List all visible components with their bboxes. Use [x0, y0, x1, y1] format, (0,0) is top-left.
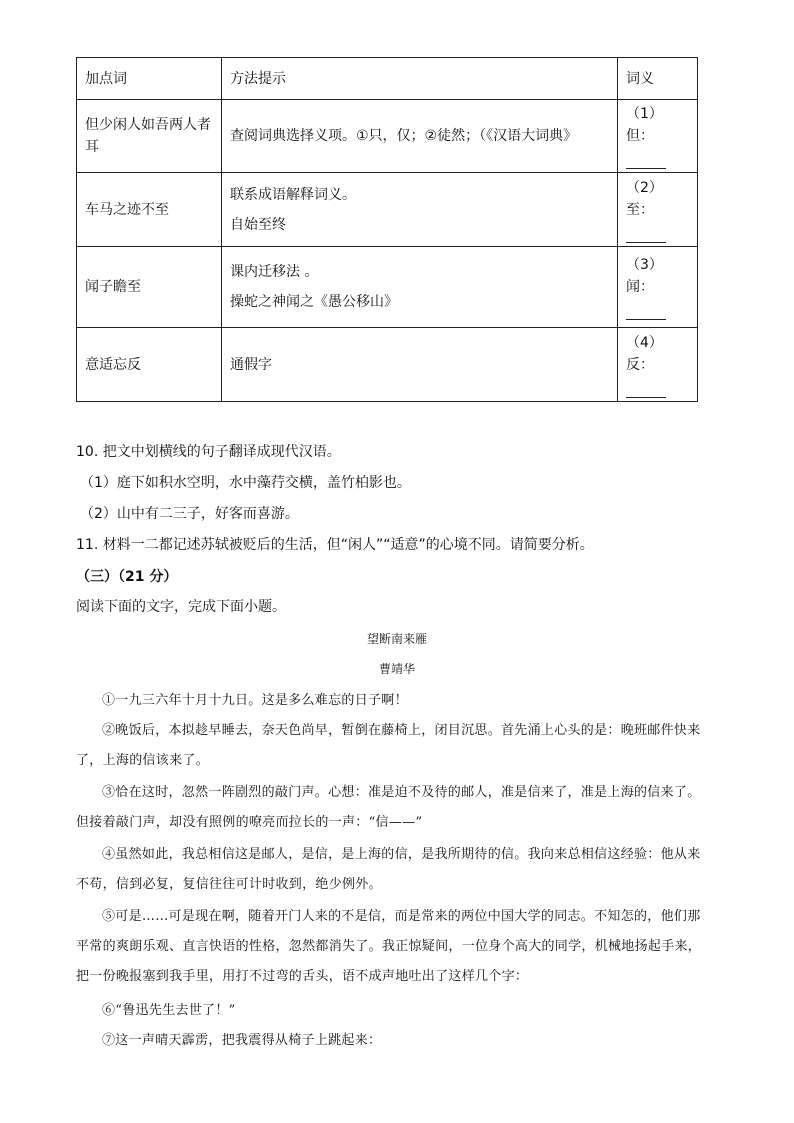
row-word: 但少闲人如吾两人者耳 [77, 100, 222, 173]
section-heading: （三）（21 分） [76, 569, 178, 585]
article-paragraph: ③恰在这时，忽然一阵剧烈的敲门声。心想：准是迫不及待的邮人，准是信来了，准是上海的信来了。但接着敲门声，却没有照例的嘹亮而拉长的一声：“信——” [76, 785, 701, 830]
question-10: 10. 把文中划横线的句子翻译成现代汉语。 [76, 444, 341, 460]
hint-line: 课内迁移法 。 [230, 264, 319, 280]
hint-line: 通假字 [230, 356, 272, 373]
reading-instruction: 阅读下面的文字，完成下面小题。 [76, 599, 286, 615]
meaning-label: （1）但： [626, 106, 663, 144]
question-11: 11. 材料一二都记述苏轼被贬后的生活，但“闲人”“适意”的心境不同。请简要分析。 [76, 537, 594, 553]
row-word: 意适忘反 [77, 328, 222, 402]
header-hint: 方法提示 [222, 58, 618, 100]
answer-blank [626, 154, 666, 169]
meaning-label: （4）反： [626, 334, 663, 373]
header-meaning: 词义 [618, 58, 698, 100]
row-meaning [618, 247, 698, 328]
row-hint [222, 328, 618, 402]
question-10-1: （1）庭下如积水空明，水中藻荇交横，盖竹柏影也。 [80, 475, 411, 491]
header-word: 加点词 [77, 58, 222, 100]
row-meaning [618, 100, 698, 173]
hint-line: 操蛇之神闻之《愚公移山》 [230, 294, 398, 310]
article-paragraph: ⑥“鲁迅先生去世了！” [102, 1003, 236, 1018]
table-header-row [77, 58, 698, 100]
article-paragraph: ②晚饭后，本拟趁早睡去，奈天色尚早，暂倒在藤椅上，闭目沉思。首先涌上心头的是：晚班邮件快来了，上海的信该来了。 [76, 723, 701, 768]
hint-line: 联系成语解释词义。 [230, 186, 356, 203]
row-word: 闻子瞻至 [77, 247, 222, 328]
article-paragraph: ⑦这一声晴天霹雳，把我震得从椅子上跳起来： [102, 1033, 382, 1048]
article-author: 曹靖华 [378, 662, 415, 676]
hint-line: 查阅词典选择义项。①只，仅；②徒然；（《汉语大词典》 [230, 128, 578, 144]
answer-blank [626, 383, 666, 398]
answer-blank [626, 305, 666, 320]
article-paragraph: ⑤可是……可是现在啊，随着开门人来的不是信，而是常来的两位中国大学的同志。不知怎的，他们那平常的爽朗乐观、直言快语的性格，忽然都消失了。我正惊疑间，一位身个高大的同学，机械地扬起手来，把一份晚报塞到我手里，用打不过弯的舌头，语不成声地吐出了这样几个字： [76, 909, 702, 984]
row-meaning [618, 173, 698, 247]
row-hint [222, 247, 618, 328]
row-hint [222, 173, 618, 247]
table-row [77, 100, 698, 173]
table-row [77, 173, 698, 247]
article-paragraph: ①一九三六年十月十九日。这是多么难忘的日子啊！ [102, 693, 408, 708]
table-row [77, 328, 698, 402]
row-hint [222, 100, 618, 173]
table-row [77, 247, 698, 328]
article-title: 望断南来雁 [366, 632, 427, 646]
answer-blank [626, 228, 666, 243]
meaning-label: （2）至： [626, 179, 663, 218]
row-word: 车马之迹不至 [77, 173, 222, 247]
vocabulary-table [76, 57, 698, 402]
row-meaning [618, 328, 698, 402]
meaning-label: （3）闻： [626, 257, 663, 295]
article-paragraph: ④虽然如此，我总相信这是邮人，是信，是上海的信，是我所期待的信。我向来总相信这经验：他从来不苟，信到必复，复信往往可计时收到，绝少例外。 [76, 847, 701, 892]
hint-line: 自始至终 [230, 216, 286, 233]
question-10-2: （2）山中有二三子，好客而喜游。 [80, 506, 299, 522]
